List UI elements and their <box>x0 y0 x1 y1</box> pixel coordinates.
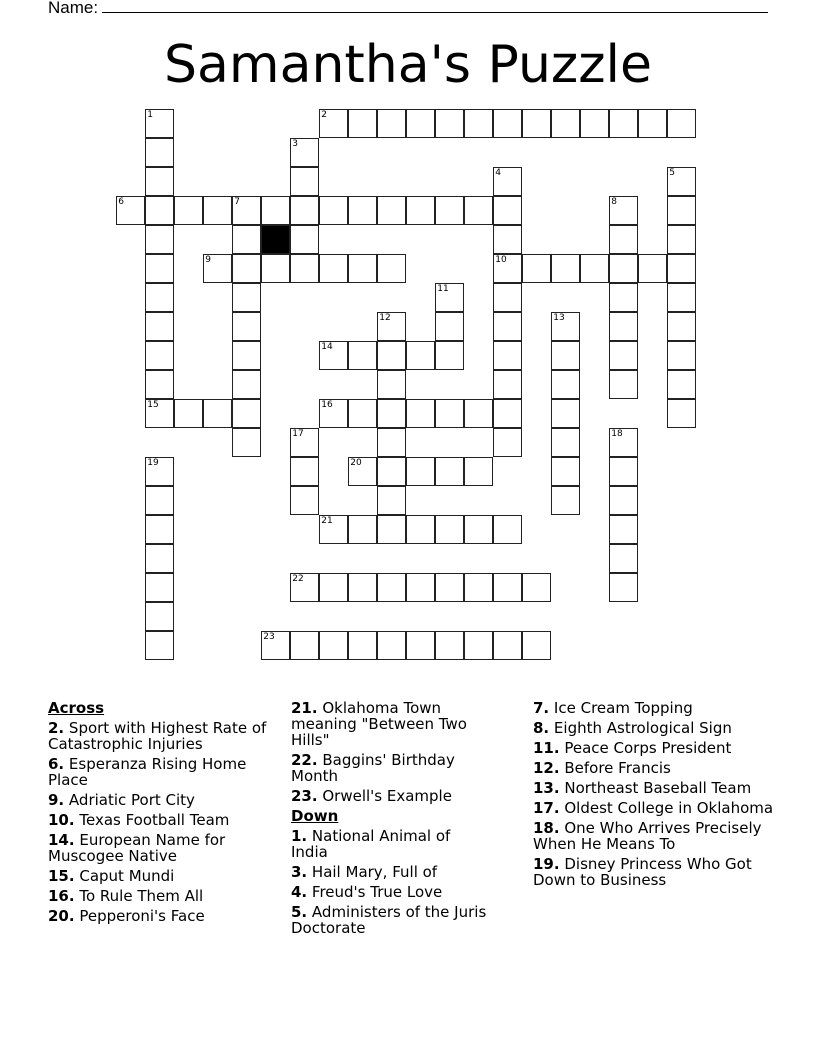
grid-cell[interactable] <box>145 486 174 515</box>
grid-cell[interactable] <box>522 631 551 660</box>
cell-number: 11 <box>437 284 449 295</box>
grid-cell[interactable] <box>290 196 319 225</box>
grid-cell[interactable] <box>638 254 667 283</box>
grid-cell[interactable] <box>464 515 493 544</box>
grid-cell[interactable] <box>667 109 696 138</box>
grid-cell[interactable] <box>551 312 580 341</box>
cell-number: 23 <box>263 632 275 643</box>
cell-number: 5 <box>669 168 675 179</box>
grid-cell[interactable] <box>290 457 319 486</box>
grid-cell[interactable] <box>493 573 522 602</box>
grid-cell[interactable] <box>493 254 522 283</box>
grid-cell[interactable] <box>551 486 580 515</box>
grid-cell[interactable] <box>609 225 638 254</box>
grid-cell[interactable] <box>551 428 580 457</box>
grid-cell[interactable] <box>377 457 406 486</box>
grid-cell[interactable] <box>290 573 319 602</box>
grid-cell[interactable] <box>348 573 377 602</box>
cell-number: 2 <box>321 110 327 121</box>
clue-across-6: 6. Esperanza Rising Home Place <box>48 755 247 789</box>
clue-across-22: 22. Baggins' Birthday Month <box>291 751 455 785</box>
grid-cell[interactable] <box>609 283 638 312</box>
grid-cell[interactable] <box>609 457 638 486</box>
cell-number: 15 <box>147 400 159 411</box>
grid-cell[interactable] <box>290 167 319 196</box>
grid-cell[interactable] <box>435 399 464 428</box>
grid-cell[interactable] <box>551 457 580 486</box>
cell-number: 3 <box>292 139 298 150</box>
clues-column-2 <box>291 700 491 940</box>
grid-cell[interactable] <box>493 399 522 428</box>
grid-cell[interactable] <box>609 573 638 602</box>
clue-down-4: 4. Freud's True Love <box>291 883 443 901</box>
grid-cell[interactable] <box>580 109 609 138</box>
grid-cell[interactable] <box>145 341 174 370</box>
grid-cell[interactable] <box>145 602 174 631</box>
grid-cell[interactable] <box>377 428 406 457</box>
grid-cell[interactable] <box>319 341 348 370</box>
grid-cell[interactable] <box>406 573 435 602</box>
cell-number: 16 <box>321 400 333 411</box>
cell-number: 9 <box>205 255 211 266</box>
grid-cell[interactable] <box>464 196 493 225</box>
grid-cell[interactable] <box>493 341 522 370</box>
cell-number: 10 <box>495 255 507 266</box>
grid-cell[interactable] <box>609 312 638 341</box>
grid-cell[interactable] <box>667 370 696 399</box>
clue-across-15: 15. Caput Mundi <box>48 867 175 885</box>
grid-cell[interactable] <box>377 486 406 515</box>
grid-cell[interactable] <box>319 109 348 138</box>
grid-cell[interactable] <box>145 312 174 341</box>
grid-cell[interactable] <box>290 138 319 167</box>
clue-down-18: 18. One Who Arrives Precisely When He Means To <box>533 819 762 853</box>
grid-cell[interactable] <box>145 573 174 602</box>
cell-number: 1 <box>147 110 153 121</box>
grid-cell[interactable] <box>493 312 522 341</box>
grid-cell[interactable] <box>377 254 406 283</box>
grid-cell[interactable] <box>522 109 551 138</box>
grid-cell[interactable] <box>232 196 261 225</box>
grid-cell[interactable] <box>667 341 696 370</box>
grid-cell[interactable] <box>174 196 203 225</box>
grid-cell[interactable] <box>464 457 493 486</box>
cell-number: 20 <box>350 458 362 469</box>
clue-down-7: 7. Ice Cream Topping <box>533 699 693 717</box>
grid-cell[interactable] <box>145 283 174 312</box>
grid-cell[interactable] <box>464 631 493 660</box>
grid-cell[interactable] <box>522 573 551 602</box>
grid-cell[interactable] <box>667 225 696 254</box>
grid-cell[interactable] <box>435 312 464 341</box>
grid-cell[interactable] <box>174 399 203 428</box>
grid-cell[interactable] <box>145 167 174 196</box>
grid-cell[interactable] <box>319 254 348 283</box>
grid-cell[interactable] <box>145 515 174 544</box>
grid-cell[interactable] <box>580 254 609 283</box>
grid-cell[interactable] <box>377 573 406 602</box>
grid-cell[interactable] <box>609 515 638 544</box>
grid-cell[interactable] <box>377 196 406 225</box>
grid-cell[interactable] <box>145 109 174 138</box>
grid-cell[interactable] <box>232 225 261 254</box>
grid-cell[interactable] <box>348 631 377 660</box>
grid-cell[interactable] <box>551 254 580 283</box>
grid-cell[interactable] <box>261 196 290 225</box>
cell-number: 4 <box>495 168 501 179</box>
grid-cell[interactable] <box>261 254 290 283</box>
grid-cell[interactable] <box>348 254 377 283</box>
grid-cell[interactable] <box>435 341 464 370</box>
grid-cell[interactable] <box>319 399 348 428</box>
grid-cell[interactable] <box>377 341 406 370</box>
cell-number: 12 <box>379 313 391 324</box>
grid-cell[interactable] <box>319 573 348 602</box>
grid-cell[interactable] <box>203 399 232 428</box>
grid-cell[interactable] <box>406 399 435 428</box>
grid-cell[interactable] <box>493 196 522 225</box>
grid-cell[interactable] <box>493 370 522 399</box>
grid-cell[interactable] <box>232 370 261 399</box>
grid-cell[interactable] <box>145 196 174 225</box>
grid-cell[interactable] <box>232 341 261 370</box>
grid-cell[interactable] <box>667 254 696 283</box>
cell-number: 13 <box>553 313 565 324</box>
grid-cell[interactable] <box>232 312 261 341</box>
grid-cell[interactable] <box>261 631 290 660</box>
grid-cell[interactable] <box>493 631 522 660</box>
grid-cell[interactable] <box>493 283 522 312</box>
grid-cell[interactable] <box>609 341 638 370</box>
grid-cell[interactable] <box>493 515 522 544</box>
clue-across-16: 16. To Rule Them All <box>48 887 204 905</box>
cell-number: 19 <box>147 458 159 469</box>
grid-cell[interactable] <box>609 544 638 573</box>
puzzle-title: Samantha's Puzzle <box>164 35 652 95</box>
grid-cell[interactable] <box>406 341 435 370</box>
grid-cell[interactable] <box>609 370 638 399</box>
grid-cell[interactable] <box>667 283 696 312</box>
clue-down-5: 5. Administers of the Juris Doctorate <box>291 903 487 937</box>
name-label: Name: <box>48 0 99 17</box>
grid-cell[interactable] <box>290 486 319 515</box>
grid-cell[interactable] <box>667 399 696 428</box>
clue-down-17: 17. Oldest College in Oklahoma <box>533 799 774 817</box>
grid-cell[interactable] <box>290 631 319 660</box>
grid-cell[interactable] <box>377 312 406 341</box>
grid-cell[interactable] <box>493 109 522 138</box>
grid-cell[interactable] <box>667 196 696 225</box>
down-heading: Down <box>291 807 339 825</box>
grid-cell[interactable] <box>638 109 667 138</box>
grid-cell[interactable] <box>435 573 464 602</box>
grid-cell[interactable] <box>232 399 261 428</box>
cell-number: 17 <box>292 429 304 440</box>
grid-cell[interactable] <box>232 428 261 457</box>
cell-number: 18 <box>611 429 623 440</box>
grid-cell[interactable] <box>377 109 406 138</box>
grid-cell[interactable] <box>435 515 464 544</box>
grid-cell[interactable] <box>435 109 464 138</box>
grid-cell[interactable] <box>116 196 145 225</box>
grid-cell[interactable] <box>551 399 580 428</box>
grid-cell[interactable] <box>348 109 377 138</box>
grid-cell[interactable] <box>145 370 174 399</box>
grid-cell[interactable] <box>377 515 406 544</box>
grid-cell[interactable] <box>522 254 551 283</box>
cell-number: 7 <box>234 197 240 208</box>
grid-cell[interactable] <box>406 515 435 544</box>
cell-number: 6 <box>118 197 124 208</box>
clue-down-3: 3. Hail Mary, Full of <box>291 863 438 881</box>
grid-cell[interactable] <box>290 225 319 254</box>
grid-cell[interactable] <box>551 109 580 138</box>
clue-down-13: 13. Northeast Baseball Team <box>533 779 752 797</box>
grid-cell[interactable] <box>406 631 435 660</box>
grid-cell[interactable] <box>145 254 174 283</box>
grid-cell[interactable] <box>145 138 174 167</box>
grid-cell[interactable] <box>609 196 638 225</box>
grid-cell[interactable] <box>493 428 522 457</box>
grid-cell[interactable] <box>348 341 377 370</box>
cell-number: 14 <box>321 342 333 353</box>
grid-cell[interactable] <box>145 225 174 254</box>
across-heading: Across <box>48 699 105 717</box>
grid-cell[interactable] <box>145 399 174 428</box>
grid-cell[interactable] <box>667 312 696 341</box>
grid-cell[interactable] <box>609 428 638 457</box>
grid-cell[interactable] <box>493 225 522 254</box>
grid-cell[interactable] <box>232 254 261 283</box>
clue-down-19: 19. Disney Princess Who Got Down to Business <box>533 855 752 889</box>
clue-across-14: 14. European Name for Muscogee Native <box>48 831 226 865</box>
grid-cell[interactable] <box>435 457 464 486</box>
clue-down-12: 12. Before Francis <box>533 759 671 777</box>
grid-cell[interactable] <box>551 370 580 399</box>
cell-number: 21 <box>321 516 333 527</box>
grid-cell[interactable] <box>609 109 638 138</box>
clue-across-2: 2. Sport with Highest Rate of Catastrophic Injuries <box>48 719 267 753</box>
grid-cell[interactable] <box>464 399 493 428</box>
grid-cell[interactable] <box>203 254 232 283</box>
grid-cell[interactable] <box>667 167 696 196</box>
grid-cell[interactable] <box>145 457 174 486</box>
clue-across-9: 9. Adriatic Port City <box>48 791 195 809</box>
grid-cell[interactable] <box>406 109 435 138</box>
grid-cell[interactable] <box>319 515 348 544</box>
clue-across-10: 10. Texas Football Team <box>48 811 230 829</box>
grid-cell[interactable] <box>377 370 406 399</box>
name-field[interactable] <box>48 0 768 18</box>
grid-cell[interactable] <box>551 341 580 370</box>
grid-cell[interactable] <box>319 196 348 225</box>
clues-column-3 <box>533 700 783 892</box>
grid-cell[interactable] <box>406 196 435 225</box>
grid-cell[interactable] <box>464 573 493 602</box>
grid-cell[interactable] <box>435 631 464 660</box>
grid-cell[interactable] <box>377 399 406 428</box>
grid-cell[interactable] <box>145 631 174 660</box>
grid-cell[interactable] <box>435 196 464 225</box>
grid-cell[interactable] <box>348 196 377 225</box>
grid-cell[interactable] <box>319 631 348 660</box>
grid-cell[interactable] <box>493 167 522 196</box>
grid-cell[interactable] <box>406 457 435 486</box>
cell-number: 8 <box>611 197 617 208</box>
grid-cell[interactable] <box>232 283 261 312</box>
clue-down-1: 1. National Animal of India <box>291 827 451 861</box>
clue-down-8: 8. Eighth Astrological Sign <box>533 719 732 737</box>
grid-cell[interactable] <box>348 399 377 428</box>
clue-down-11: 11. Peace Corps President <box>533 739 732 757</box>
clues-column-1 <box>48 700 278 928</box>
grid-cell[interactable] <box>464 109 493 138</box>
grid-cell[interactable] <box>145 544 174 573</box>
clue-across-21: 21. Oklahoma Town meaning "Between Two Hills" <box>291 699 467 749</box>
clue-across-20: 20. Pepperoni's Face <box>48 907 205 925</box>
grid-cell[interactable] <box>435 283 464 312</box>
grid-cell[interactable] <box>203 196 232 225</box>
clue-across-23: 23. Orwell's Example <box>291 787 452 805</box>
name-underline[interactable] <box>102 0 768 13</box>
cell-number: 22 <box>292 574 304 585</box>
black-cell <box>261 225 290 254</box>
grid-cell[interactable] <box>609 254 638 283</box>
grid-cell[interactable] <box>290 428 319 457</box>
grid-cell[interactable] <box>609 486 638 515</box>
grid-cell[interactable] <box>290 254 319 283</box>
grid-cell[interactable] <box>348 515 377 544</box>
grid-cell[interactable] <box>348 457 377 486</box>
grid-cell[interactable] <box>377 631 406 660</box>
